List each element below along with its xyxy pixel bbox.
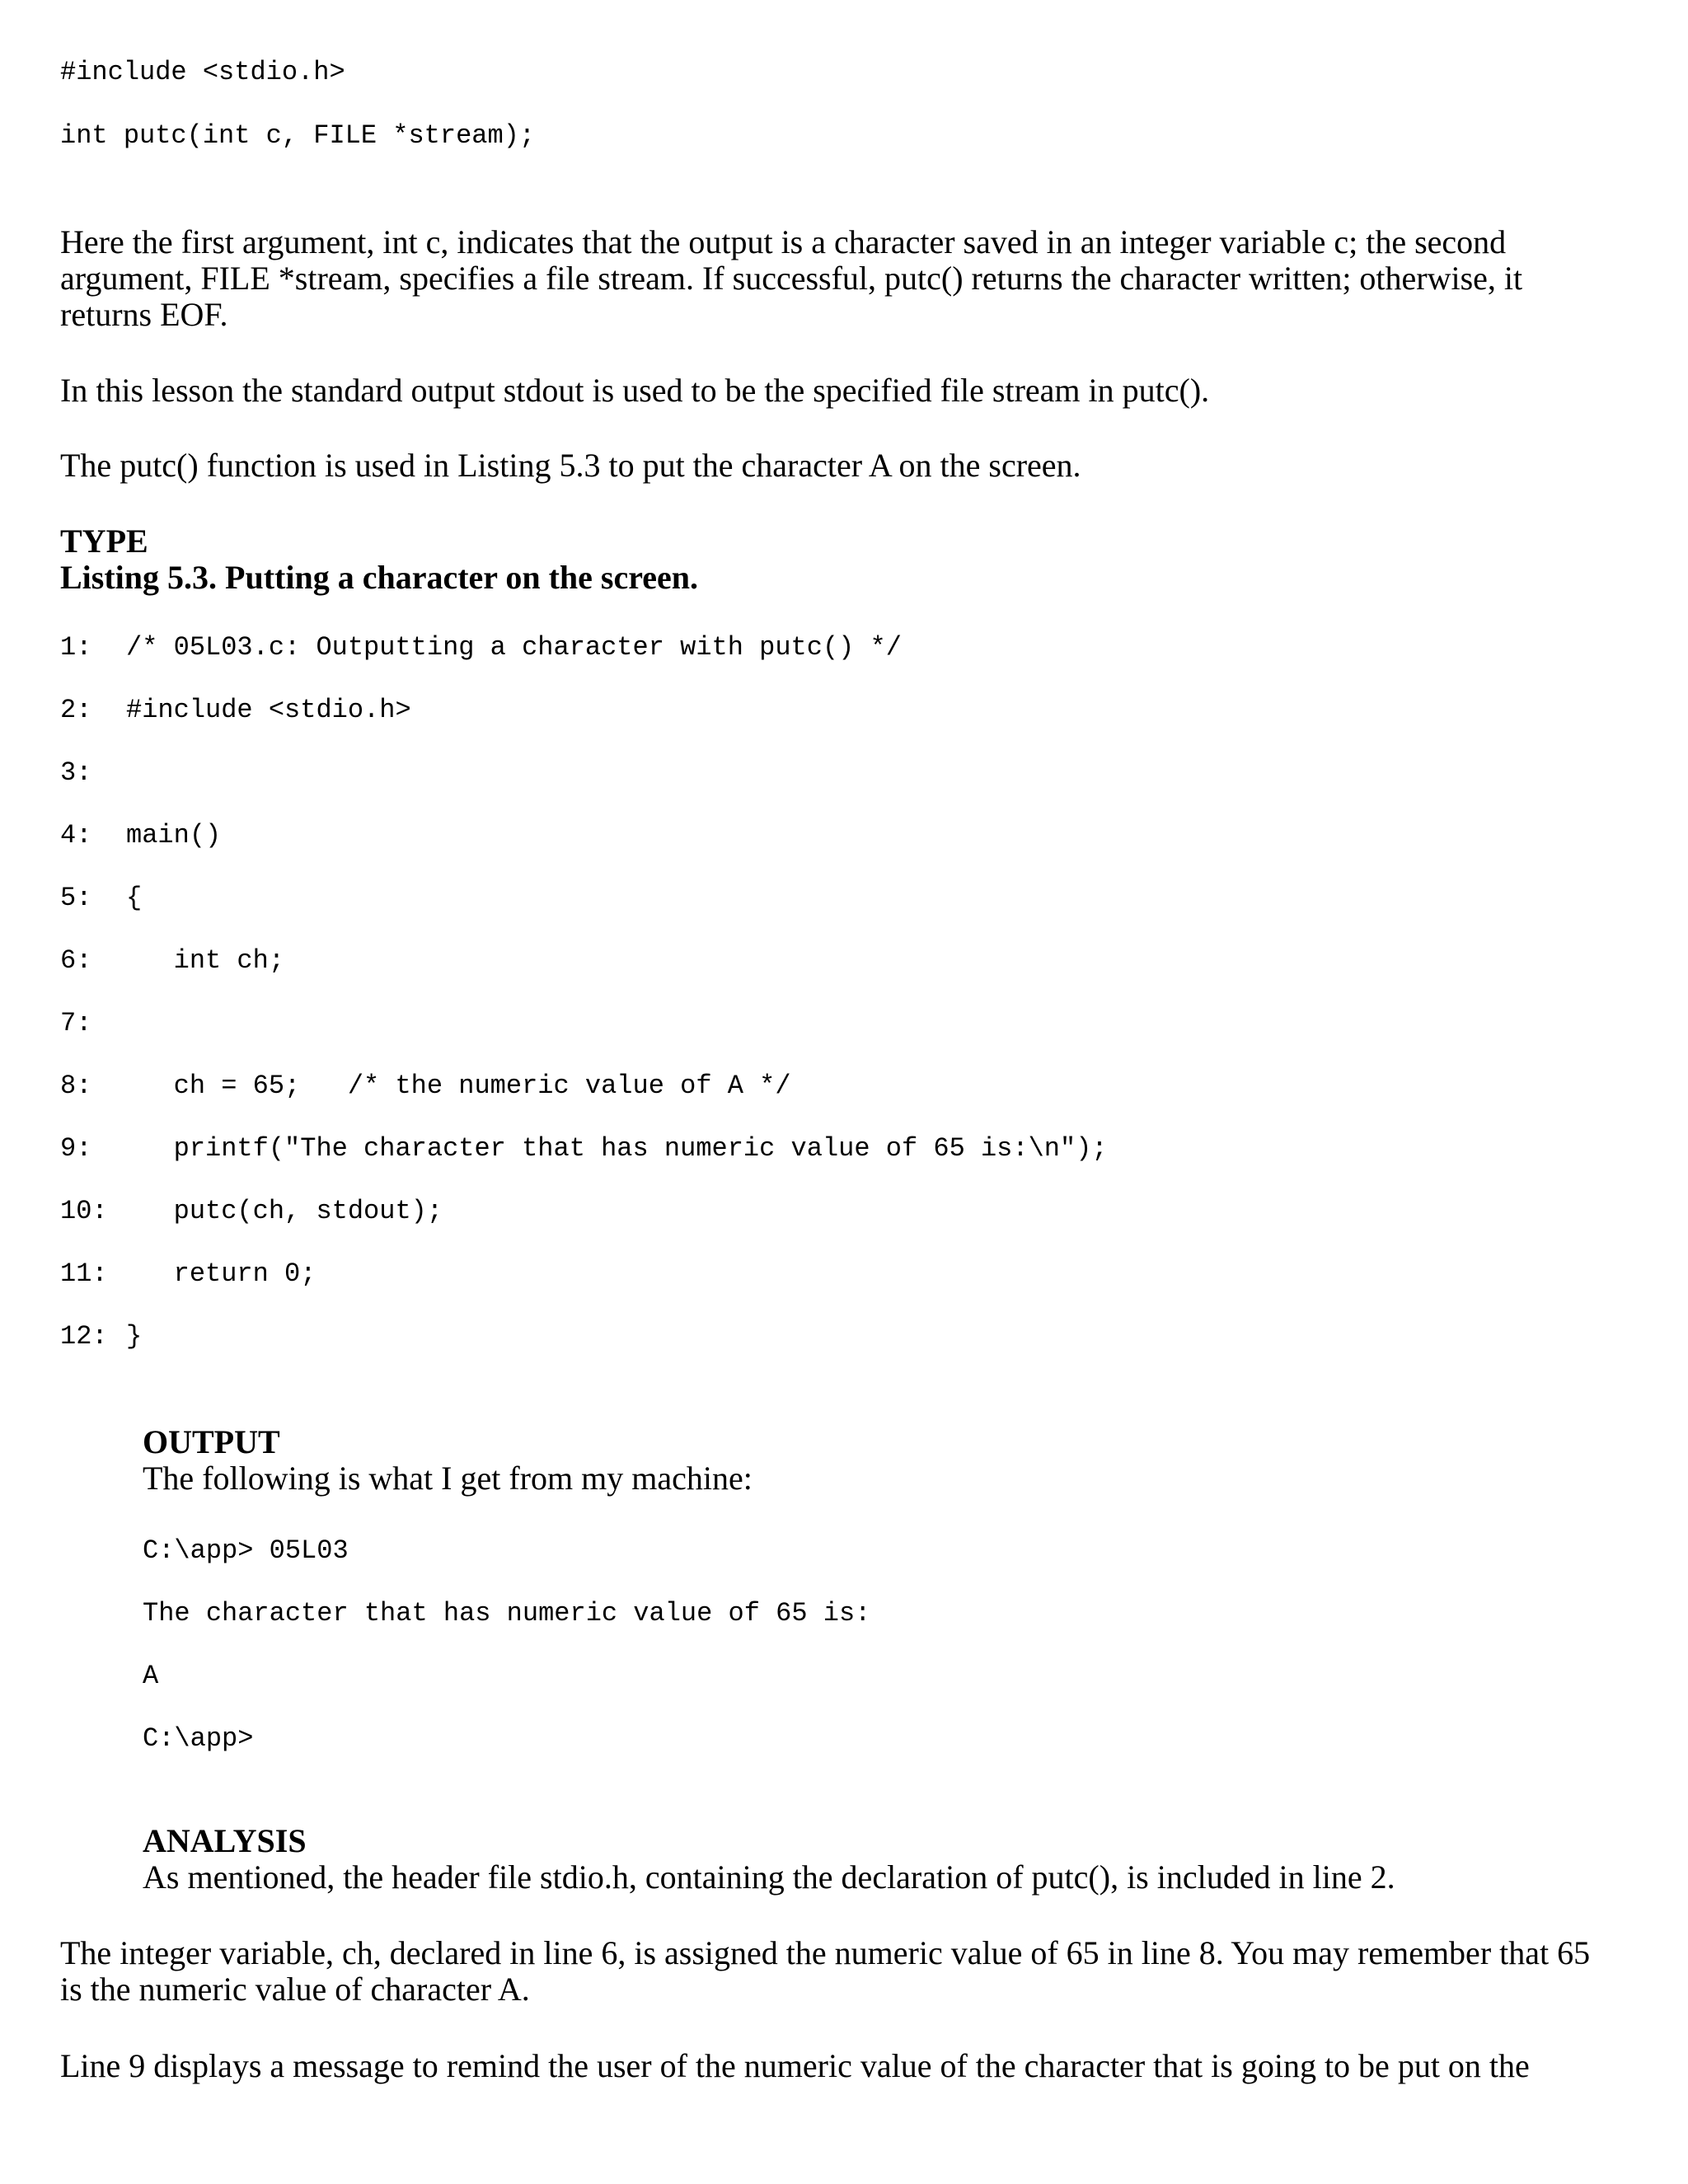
code-line: #include <stdio.h> [126,695,411,725]
paragraph-stdout: In this lesson the standard output stdout is used to be the specified file stream in putc(). [60,372,1210,409]
line-number: 12: [60,1321,108,1352]
line-number: 1: [60,632,92,663]
code-line: { [126,883,143,913]
line-number: 4: [60,820,92,851]
line-number: 10: [60,1196,108,1226]
output-line: A [143,1661,159,1691]
paragraph-putc-usage: The putc() function is used in Listing 5.3 to put the character A on the screen. [60,447,1081,484]
include-line: #include <stdio.h> [60,57,345,87]
line-number: 7: [60,1008,92,1038]
code-line: putc(ch, stdout); [126,1196,443,1226]
code-line: main() [126,820,222,851]
line-number: 9: [60,1133,92,1164]
code-line: } [126,1321,143,1352]
code-line: ch = 65; /* the numeric value of A */ [126,1071,791,1101]
analysis-paragraph-line: is the numeric value of character A. [60,1971,530,2008]
line-number: 11: [60,1258,108,1289]
code-line: /* 05L03.c: Outputting a character with putc() */ [126,632,902,663]
output-line: The character that has numeric value of 65 is: [143,1598,871,1629]
type-label: TYPE [60,523,148,560]
output-intro: The following is what I get from my machine: [143,1460,753,1497]
output-line: C:\app> [143,1723,254,1754]
paragraph-line: returns EOF. [60,296,228,333]
analysis-label: ANALYSIS [143,1822,307,1859]
analysis-intro: As mentioned, the header file stdio.h, containing the declaration of putc(), is included in line 2. [143,1858,1395,1896]
line-number: 6: [60,945,92,976]
line-number: 3: [60,757,92,788]
putc-prototype: int putc(int c, FILE *stream); [60,120,536,151]
output-label: OUTPUT [143,1423,280,1460]
line-number: 5: [60,883,92,913]
code-line: int ch; [126,945,285,976]
analysis-paragraph-line: The integer variable, ch, declared in line 6, is assigned the numeric value of 65 in line 8. You may remember that 65 [60,1934,1591,1971]
analysis-paragraph-line: Line 9 displays a message to remind the user of the numeric value of the character that is going to be put on the [60,2047,1530,2084]
output-line: C:\app> 05L03 [143,1535,349,1566]
line-number: 8: [60,1071,92,1101]
listing-title: Listing 5.3. Putting a character on the screen. [60,559,699,596]
code-line: printf("The character that has numeric value of 65 is:\n"); [126,1133,1108,1164]
line-number: 2: [60,695,92,725]
paragraph-line: argument, FILE *stream, specifies a file stream. If successful, putc() returns the character written; otherwise, it [60,260,1523,297]
code-line: return 0; [126,1258,316,1289]
paragraph-line: Here the first argument, int c, indicates that the output is a character saved in an integer variable c; the second [60,223,1507,260]
